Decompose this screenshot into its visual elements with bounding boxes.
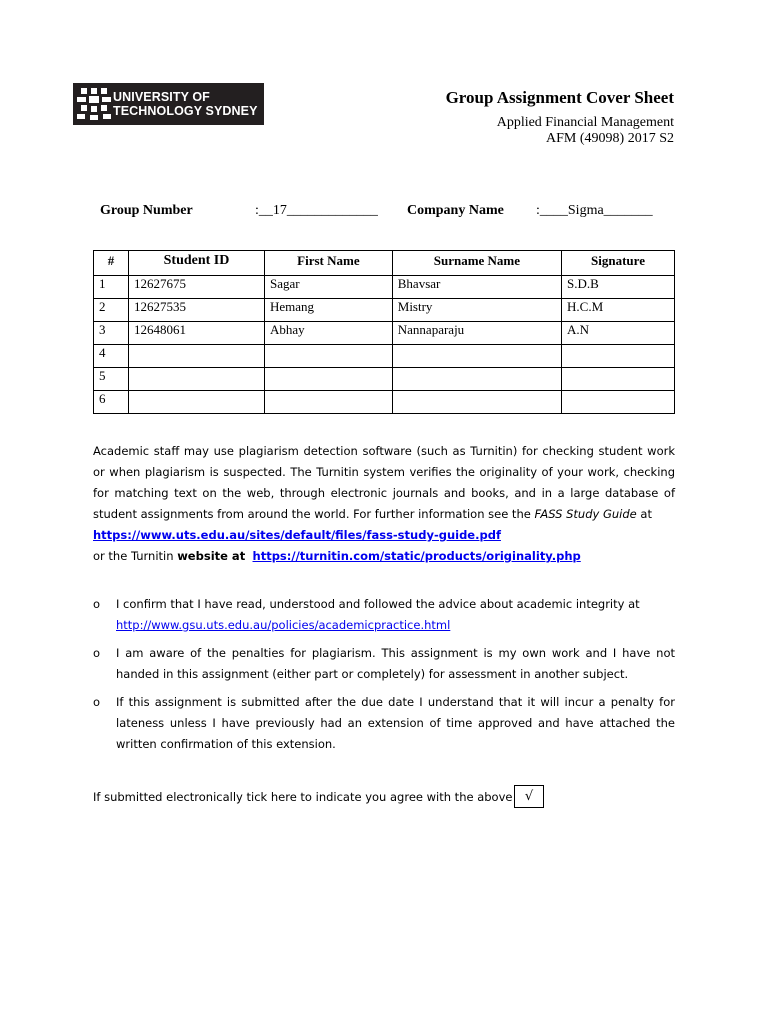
- policy-text: Academic staff may use plagiarism detection software (such as Turnitin) for checking student work or when plagiarism is suspected. The Turnitin system verifies the originality of your work, checking for matching text on the web, through electronic journals and books, and in a large database of student assignments from around the world. For further information see the: [93, 444, 675, 521]
- table-row: [94, 391, 675, 414]
- row-number: 2: [94, 299, 129, 322]
- student-id-cell: [129, 391, 265, 414]
- student-id-cell: [129, 368, 265, 391]
- header-subtitle: [497, 115, 674, 147]
- surname-cell: [392, 391, 561, 414]
- uts-logo: [73, 83, 264, 125]
- turnitin-link[interactable]: https://turnitin.com/static/products/originality.php: [252, 549, 581, 563]
- student-id-cell: [129, 345, 265, 368]
- first-name-cell: Sagar: [265, 276, 393, 299]
- signature-cell: S.D.B: [562, 276, 675, 299]
- bullet-marker: o: [93, 646, 101, 660]
- bullet-marker: o: [93, 597, 101, 611]
- signature-cell: A.N: [562, 322, 675, 345]
- page-title: Group Assignment Cover Sheet: [445, 88, 674, 107]
- student-id-cell: 12648061: [129, 322, 265, 345]
- fass-guide-title: FASS Study Guide: [534, 507, 637, 521]
- row-number: 3: [94, 322, 129, 345]
- company-name-label: Company Name: [407, 203, 504, 218]
- logo-line-1: UNIVERSITY OF: [113, 90, 210, 104]
- table-row: [94, 368, 675, 391]
- column-header-first-name: First Name: [265, 251, 393, 276]
- turnitin-text: or the Turnitin: [93, 549, 178, 563]
- table-row: [94, 345, 675, 368]
- group-number-value: :__17_____________: [255, 203, 378, 218]
- declaration-item-penalties: [93, 643, 675, 685]
- uts-crest-icon: [77, 86, 111, 122]
- academic-practice-link[interactable]: http://www.gsu.uts.edu.au/policies/academicpractice.html: [116, 618, 451, 632]
- first-name-cell: [265, 345, 393, 368]
- column-header-number: #: [94, 251, 129, 276]
- plagiarism-policy-paragraph: [93, 441, 675, 567]
- table-row: [94, 322, 675, 345]
- fass-study-guide-link[interactable]: https://www.uts.edu.au/sites/default/files/fass-study-guide.pdf: [93, 528, 501, 542]
- first-name-cell: Hemang: [265, 299, 393, 322]
- column-header-student-id: Student ID: [129, 251, 265, 276]
- signature-cell: [562, 345, 675, 368]
- column-header-surname: Surname Name: [392, 251, 561, 276]
- row-number: 4: [94, 345, 129, 368]
- row-number: 1: [94, 276, 129, 299]
- policy-at: at: [636, 507, 652, 521]
- bullet-marker: o: [93, 695, 101, 709]
- declaration-item-lateness: [93, 692, 675, 755]
- table-header-row: [94, 251, 675, 276]
- surname-cell: [392, 345, 561, 368]
- group-number-label: Group Number: [100, 203, 193, 218]
- row-number: 5: [94, 368, 129, 391]
- table-row: [94, 276, 675, 299]
- signature-cell: [562, 391, 675, 414]
- logo-line-2: TECHNOLOGY SYDNEY: [113, 104, 258, 118]
- company-name-value: :____Sigma_______: [536, 203, 653, 218]
- student-id-cell: 12627675: [129, 276, 265, 299]
- agreement-statement: If submitted electronically tick here to indicate you agree with the above: [93, 790, 513, 804]
- declaration-item-integrity: [93, 594, 675, 636]
- student-id-cell: 12627535: [129, 299, 265, 322]
- declaration-text: I confirm that I have read, understood and followed the advice about academic integrity at: [116, 597, 640, 611]
- signature-cell: [562, 368, 675, 391]
- surname-cell: [392, 368, 561, 391]
- signature-cell: H.C.M: [562, 299, 675, 322]
- surname-cell: Mistry: [392, 299, 561, 322]
- group-members-table: [93, 250, 675, 414]
- website-at-label: website at: [177, 549, 246, 563]
- declaration-text: If this assignment is submitted after the due date I understand that it will incur a penalty for lateness unless I have previously had an extension of time approved and have attached the written confirmation of this extension.: [116, 695, 675, 751]
- declaration-text: I am aware of the penalties for plagiarism. This assignment is my own work and I have not handed in this assignment (either part or completely) for assessment in another subject.: [116, 646, 675, 681]
- agreement-tick-box[interactable]: √: [514, 785, 544, 808]
- table-row: [94, 299, 675, 322]
- surname-cell: Bhavsar: [392, 276, 561, 299]
- column-header-signature: Signature: [562, 251, 675, 276]
- subject-name: Applied Financial Management: [496, 115, 674, 130]
- subject-code: AFM (49098) 2017 S2: [546, 131, 674, 146]
- first-name-cell: [265, 368, 393, 391]
- row-number: 6: [94, 391, 129, 414]
- first-name-cell: Abhay: [265, 322, 393, 345]
- surname-cell: Nannaparaju: [392, 322, 561, 345]
- first-name-cell: [265, 391, 393, 414]
